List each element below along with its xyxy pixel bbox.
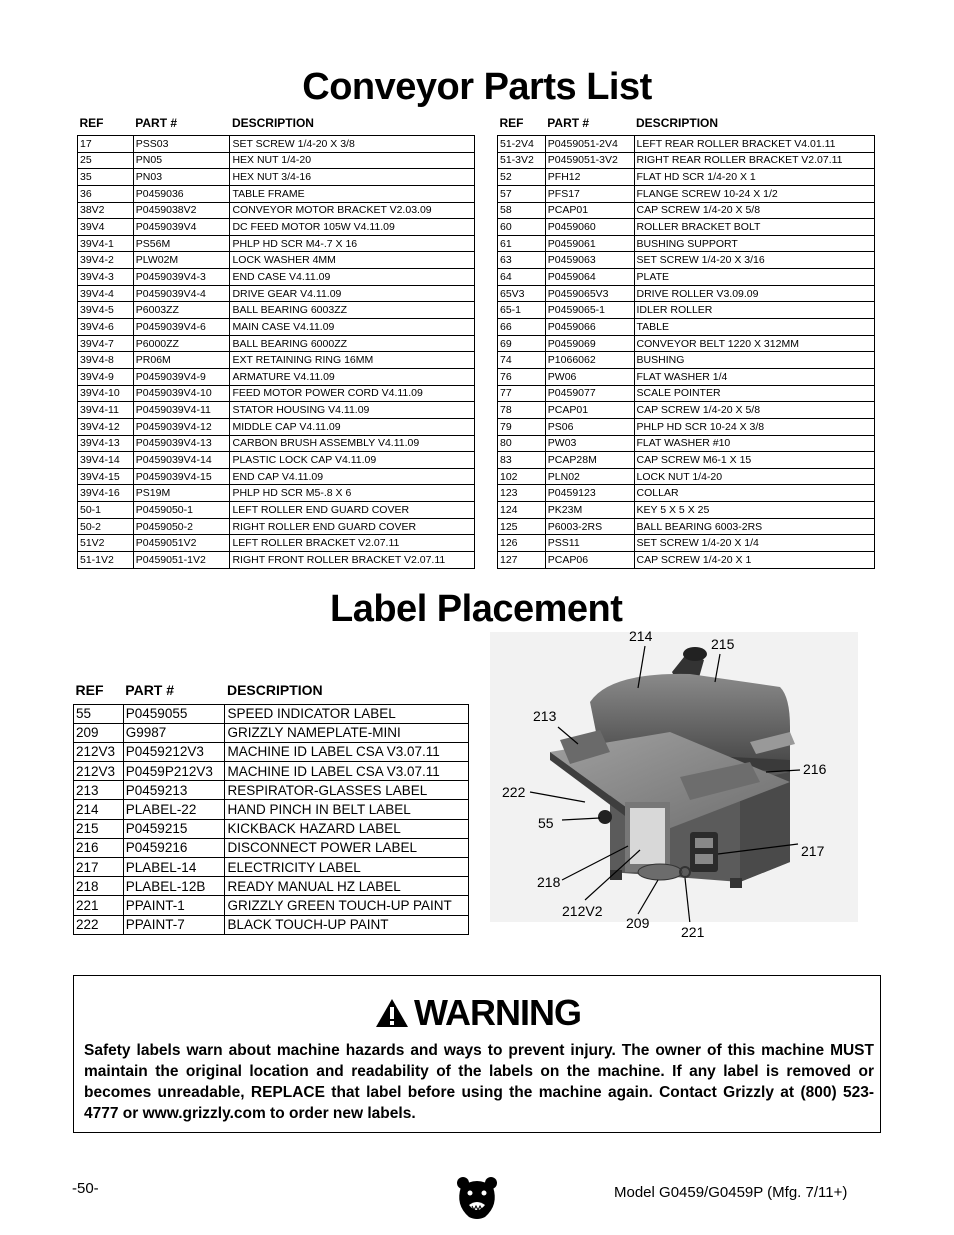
table-row <box>78 152 475 169</box>
description-cell: ROLLER BRACKET BOLT <box>634 219 874 236</box>
table-row <box>74 762 469 781</box>
part-number-cell: P0459039V4-13 <box>133 435 230 452</box>
table-row <box>78 136 475 153</box>
table-row <box>78 252 475 269</box>
description-cell: LEFT ROLLER END GUARD COVER <box>230 502 475 519</box>
ref-cell: 58 <box>498 202 546 219</box>
table-row <box>74 742 469 761</box>
ref-cell: 69 <box>498 335 546 352</box>
ref-cell: 102 <box>498 468 546 485</box>
description-cell: CONVEYOR MOTOR BRACKET V2.03.09 <box>230 202 475 219</box>
ref-cell: 218 <box>74 877 124 896</box>
ref-cell: 79 <box>498 418 546 435</box>
ref-cell: 215 <box>74 819 124 838</box>
part-number-cell: PN05 <box>133 152 230 169</box>
description-cell: ARMATURE V4.11.09 <box>230 368 475 385</box>
callout-213: 213 <box>533 708 557 724</box>
ref-cell: 64 <box>498 269 546 286</box>
warning-word: WARNING <box>414 992 581 1033</box>
description-cell: LEFT ROLLER BRACKET V2.07.11 <box>230 535 475 552</box>
description-cell: HEX NUT 3/4-16 <box>230 169 475 186</box>
part-number-cell: PS19M <box>133 485 230 502</box>
part-number-cell: P0459216 <box>123 838 225 857</box>
table-row <box>78 418 475 435</box>
description-cell: HAND PINCH IN BELT LABEL <box>225 800 469 819</box>
part-number-cell: P0459039V4-10 <box>133 385 230 402</box>
part-number-cell: P0459039V4-12 <box>133 418 230 435</box>
description-cell: MACHINE ID LABEL CSA V3.07.11 <box>225 762 469 781</box>
description-cell: PHLP HD SCR 10-24 X 3/8 <box>634 418 874 435</box>
table-row <box>78 219 475 236</box>
warning-text: Safety labels warn about machine hazards and ways to prevent injury. The owner of this machine MUST maintain the original location and readability of the labels on the machine. If any label is removed or becomes unreadable, REPLACE that label before using the machine again. Contact Grizzly at (800) 523-4777 or www.grizzly.com to order new labels. <box>84 1042 874 1122</box>
table-row <box>74 858 469 877</box>
description-cell: PHLP HD SCR M5-.8 X 6 <box>230 485 475 502</box>
warning-box <box>73 975 881 1133</box>
part-number-cell: P0459065V3 <box>545 285 634 302</box>
parts-table-right <box>497 116 875 569</box>
col-desc: DESCRIPTION <box>231 116 314 130</box>
table-row <box>74 838 469 857</box>
ref-cell: 217 <box>74 858 124 877</box>
part-number-cell: PN03 <box>133 169 230 186</box>
description-cell: FLAT WASHER #10 <box>634 435 874 452</box>
table-row <box>74 723 469 742</box>
part-number-cell: P0459212V3 <box>123 742 225 761</box>
table-row <box>78 385 475 402</box>
part-number-cell: P0459051V2 <box>133 535 230 552</box>
description-cell: BALL BEARING 6003-2RS <box>634 518 874 535</box>
col-part: PART # <box>135 116 178 130</box>
part-number-cell: P0459123 <box>545 485 634 502</box>
description-cell: SET SCREW 1/4-20 X 3/16 <box>634 252 874 269</box>
part-number-cell: PW06 <box>545 368 634 385</box>
description-cell: LOCK NUT 1/4-20 <box>634 468 874 485</box>
part-number-cell: P0459055 <box>123 704 225 723</box>
ref-cell: 51-1V2 <box>78 552 134 569</box>
callout-209: 209 <box>626 915 650 931</box>
ref-cell: 83 <box>498 452 546 469</box>
ref-cell: 39V4-12 <box>78 418 134 435</box>
col-desc: DESCRIPTION <box>226 681 323 698</box>
description-cell: END CAP V4.11.09 <box>230 468 475 485</box>
part-number-cell: P0459077 <box>545 385 634 402</box>
table-row <box>74 915 469 934</box>
ref-cell: 213 <box>74 781 124 800</box>
callout-55: 55 <box>538 815 554 831</box>
callout-212v2: 212V2 <box>562 903 603 919</box>
table-row <box>78 352 475 369</box>
description-cell: SET SCREW 1/4-20 X 3/8 <box>230 136 475 153</box>
model-info: Model G0459/G0459P (Mfg. 7/11+) <box>614 1184 848 1201</box>
part-number-cell: P0459036 <box>133 185 230 202</box>
ref-cell: 65-1 <box>498 302 546 319</box>
ref-cell: 65V3 <box>498 285 546 302</box>
ref-cell: 39V4-6 <box>78 319 134 336</box>
description-cell: CAP SCREW M6-1 X 15 <box>634 452 874 469</box>
table-row <box>498 219 875 236</box>
part-number-cell: P0459065-1 <box>545 302 634 319</box>
description-cell: MAIN CASE V4.11.09 <box>230 319 475 336</box>
part-number-cell: P0459039V4-14 <box>133 452 230 469</box>
table-row <box>498 269 875 286</box>
part-number-cell: P0459039V4-3 <box>133 269 230 286</box>
description-cell: SET SCREW 1/4-20 X 1/4 <box>634 535 874 552</box>
part-number-cell: P0459064 <box>545 269 634 286</box>
table-row <box>498 468 875 485</box>
part-number-cell: P1066062 <box>545 352 634 369</box>
description-cell: SCALE POINTER <box>634 385 874 402</box>
part-number-cell: PPAINT-1 <box>123 896 225 915</box>
table-row <box>74 877 469 896</box>
description-cell: BUSHING SUPPORT <box>634 235 874 252</box>
table-row <box>498 385 875 402</box>
part-number-cell: P0459061 <box>545 235 634 252</box>
page-number: -50- <box>72 1180 99 1197</box>
ref-cell: 124 <box>498 502 546 519</box>
description-cell: KEY 5 X 5 X 25 <box>634 502 874 519</box>
part-number-cell: P0459038V2 <box>133 202 230 219</box>
ref-cell: 209 <box>74 723 124 742</box>
table-row <box>74 704 469 723</box>
ref-cell: 78 <box>498 402 546 419</box>
table-row <box>78 435 475 452</box>
description-cell: STATOR HOUSING V4.11.09 <box>230 402 475 419</box>
description-cell: GRIZZLY NAMEPLATE-MINI <box>225 723 469 742</box>
ref-cell: 17 <box>78 136 134 153</box>
part-number-cell: P0459060 <box>545 219 634 236</box>
description-cell: PLATE <box>634 269 874 286</box>
ref-cell: 221 <box>74 896 124 915</box>
part-number-cell: P0459051-3V2 <box>545 152 634 169</box>
table-row <box>78 402 475 419</box>
ref-cell: 39V4-8 <box>78 352 134 369</box>
table-row <box>78 518 475 535</box>
warning-triangle-icon <box>374 997 410 1029</box>
table-row <box>498 368 875 385</box>
ref-cell: 25 <box>78 152 134 169</box>
ref-cell: 50-1 <box>78 502 134 519</box>
ref-cell: 127 <box>498 552 546 569</box>
callout-221: 221 <box>681 924 705 940</box>
part-number-cell: P0459039V4-15 <box>133 468 230 485</box>
table-row <box>498 335 875 352</box>
ref-cell: 39V4-1 <box>78 235 134 252</box>
ref-cell: 39V4-13 <box>78 435 134 452</box>
description-cell: CONVEYOR BELT 1220 X 312MM <box>634 335 874 352</box>
description-cell: CARBON BRUSH ASSEMBLY V4.11.09 <box>230 435 475 452</box>
table-row <box>498 518 875 535</box>
table-row <box>498 435 875 452</box>
table-row <box>78 269 475 286</box>
table-row <box>78 535 475 552</box>
table-row <box>498 502 875 519</box>
ref-cell: 39V4-14 <box>78 452 134 469</box>
ref-cell: 212V3 <box>74 762 124 781</box>
table-row <box>78 285 475 302</box>
part-number-cell: P0459P212V3 <box>123 762 225 781</box>
table-row <box>78 468 475 485</box>
part-number-cell: P0459215 <box>123 819 225 838</box>
table-row <box>498 485 875 502</box>
col-desc: DESCRIPTION <box>636 116 719 130</box>
col-ref: REF <box>75 681 104 698</box>
ref-cell: 39V4-3 <box>78 269 134 286</box>
ref-cell: 60 <box>498 219 546 236</box>
description-cell: TABLE <box>634 319 874 336</box>
callout-222: 222 <box>502 784 526 800</box>
labels-table <box>73 681 469 935</box>
part-number-cell: PFH12 <box>545 169 634 186</box>
col-ref: REF <box>499 116 524 130</box>
part-number-cell: PR06M <box>133 352 230 369</box>
ref-cell: 39V4 <box>78 219 134 236</box>
ref-cell: 50-2 <box>78 518 134 535</box>
description-cell: RESPIRATOR-GLASSES LABEL <box>225 781 469 800</box>
table-row <box>498 136 875 153</box>
ref-cell: 39V4-15 <box>78 468 134 485</box>
description-cell: MIDDLE CAP V4.11.09 <box>230 418 475 435</box>
table-row <box>78 368 475 385</box>
part-number-cell: P6003ZZ <box>133 302 230 319</box>
ref-cell: 39V4-7 <box>78 335 134 352</box>
ref-cell: 38V2 <box>78 202 134 219</box>
ref-cell: 222 <box>74 915 124 934</box>
ref-cell: 39V4-4 <box>78 285 134 302</box>
warning-heading <box>374 992 581 1034</box>
ref-cell: 36 <box>78 185 134 202</box>
ref-cell: 123 <box>498 485 546 502</box>
part-number-cell: PK23M <box>545 502 634 519</box>
description-cell: FLAT HD SCR 1/4-20 X 1 <box>634 169 874 186</box>
parts-list-title: Conveyor Parts List <box>302 66 652 108</box>
ref-cell: 77 <box>498 385 546 402</box>
part-number-cell: PSS11 <box>545 535 634 552</box>
description-cell: FEED MOTOR POWER CORD V4.11.09 <box>230 385 475 402</box>
table-row <box>498 185 875 202</box>
description-cell: BALL BEARING 6000ZZ <box>230 335 475 352</box>
table-row <box>74 781 469 800</box>
part-number-cell: P0459069 <box>545 335 634 352</box>
description-cell: PHLP HD SCR M4-.7 X 16 <box>230 235 475 252</box>
ref-cell: 51-3V2 <box>498 152 546 169</box>
description-cell: GRIZZLY GREEN TOUCH-UP PAINT <box>225 896 469 915</box>
part-number-cell: P0459039V4-6 <box>133 319 230 336</box>
part-number-cell: P0459039V4-9 <box>133 368 230 385</box>
ref-cell: 126 <box>498 535 546 552</box>
table-row <box>498 418 875 435</box>
table-row <box>78 319 475 336</box>
ref-cell: 51V2 <box>78 535 134 552</box>
ref-cell: 39V4-5 <box>78 302 134 319</box>
description-cell: RIGHT FRONT ROLLER BRACKET V2.07.11 <box>230 552 475 569</box>
part-number-cell: P0459050-1 <box>133 502 230 519</box>
part-number-cell: P0459213 <box>123 781 225 800</box>
table-row <box>78 235 475 252</box>
label-placement-title: Label Placement <box>330 588 623 630</box>
description-cell: DISCONNECT POWER LABEL <box>225 838 469 857</box>
description-cell: MACHINE ID LABEL CSA V3.07.11 <box>225 742 469 761</box>
ref-cell: 39V4-9 <box>78 368 134 385</box>
description-cell: SPEED INDICATOR LABEL <box>225 704 469 723</box>
description-cell: CAP SCREW 1/4-20 X 5/8 <box>634 402 874 419</box>
ref-cell: 39V4-2 <box>78 252 134 269</box>
description-cell: EXT RETAINING RING 16MM <box>230 352 475 369</box>
table-row <box>78 335 475 352</box>
col-part: PART # <box>547 116 590 130</box>
ref-cell: 39V4-10 <box>78 385 134 402</box>
table-row <box>498 202 875 219</box>
description-cell: HEX NUT 1/4-20 <box>230 152 475 169</box>
part-number-cell: P0459039V4-11 <box>133 402 230 419</box>
description-cell: FLANGE SCREW 10-24 X 1/2 <box>634 185 874 202</box>
table-row <box>498 352 875 369</box>
part-number-cell: PLABEL-22 <box>123 800 225 819</box>
table-row <box>78 302 475 319</box>
ref-cell: 214 <box>74 800 124 819</box>
description-cell: BLACK TOUCH-UP PAINT <box>225 915 469 934</box>
table-row <box>498 235 875 252</box>
table-row <box>498 169 875 186</box>
part-number-cell: P0459051-2V4 <box>545 136 634 153</box>
table-row <box>78 552 475 569</box>
description-cell: DRIVE ROLLER V3.09.09 <box>634 285 874 302</box>
ref-cell: 35 <box>78 169 134 186</box>
description-cell: CAP SCREW 1/4-20 X 5/8 <box>634 202 874 219</box>
table-row <box>78 452 475 469</box>
table-row <box>498 252 875 269</box>
part-number-cell: PS06 <box>545 418 634 435</box>
table-row <box>498 285 875 302</box>
part-number-cell: PCAP28M <box>545 452 634 469</box>
grizzly-bear-logo-icon <box>455 1175 499 1221</box>
part-number-cell: PLN02 <box>545 468 634 485</box>
table-row <box>78 485 475 502</box>
table-row <box>78 502 475 519</box>
part-number-cell: P6000ZZ <box>133 335 230 352</box>
callout-216: 216 <box>803 761 827 777</box>
description-cell: BUSHING <box>634 352 874 369</box>
description-cell: FLAT WASHER 1/4 <box>634 368 874 385</box>
part-number-cell: PS56M <box>133 235 230 252</box>
callout-218: 218 <box>537 874 561 890</box>
ref-cell: 74 <box>498 352 546 369</box>
table-row <box>498 319 875 336</box>
table-row <box>78 185 475 202</box>
part-number-cell: G9987 <box>123 723 225 742</box>
part-number-cell: P0459039V4 <box>133 219 230 236</box>
description-cell: RIGHT REAR ROLLER BRACKET V2.07.11 <box>634 152 874 169</box>
callout-215: 215 <box>711 636 735 652</box>
description-cell: KICKBACK HAZARD LABEL <box>225 819 469 838</box>
ref-cell: 66 <box>498 319 546 336</box>
table-row <box>74 896 469 915</box>
ref-cell: 212V3 <box>74 742 124 761</box>
description-cell: CAP SCREW 1/4-20 X 1 <box>634 552 874 569</box>
part-number-cell: PPAINT-7 <box>123 915 225 934</box>
ref-cell: 52 <box>498 169 546 186</box>
part-number-cell: P6003-2RS <box>545 518 634 535</box>
ref-cell: 63 <box>498 252 546 269</box>
ref-cell: 57 <box>498 185 546 202</box>
part-number-cell: P0459050-2 <box>133 518 230 535</box>
ref-cell: 125 <box>498 518 546 535</box>
table-row <box>498 302 875 319</box>
part-number-cell: PCAP06 <box>545 552 634 569</box>
ref-cell: 39V4-16 <box>78 485 134 502</box>
table-row <box>498 552 875 569</box>
ref-cell: 76 <box>498 368 546 385</box>
description-cell: PLASTIC LOCK CAP V4.11.09 <box>230 452 475 469</box>
part-number-cell: PLW02M <box>133 252 230 269</box>
part-number-cell: PLABEL-14 <box>123 858 225 877</box>
part-number-cell: PFS17 <box>545 185 634 202</box>
part-number-cell: P0459051-1V2 <box>133 552 230 569</box>
table-row <box>498 402 875 419</box>
table-row <box>498 452 875 469</box>
col-part: PART # <box>125 681 175 698</box>
callout-217: 217 <box>801 843 825 859</box>
part-number-cell: PCAP01 <box>545 202 634 219</box>
table-row <box>78 202 475 219</box>
part-number-cell: PLABEL-12B <box>123 877 225 896</box>
part-number-cell: PCAP01 <box>545 402 634 419</box>
part-number-cell: PSS03 <box>133 136 230 153</box>
description-cell: RIGHT ROLLER END GUARD COVER <box>230 518 475 535</box>
table-row <box>74 819 469 838</box>
table-row <box>498 152 875 169</box>
description-cell: BALL BEARING 6003ZZ <box>230 302 475 319</box>
ref-cell: 216 <box>74 838 124 857</box>
ref-cell: 51-2V4 <box>498 136 546 153</box>
description-cell: END CASE V4.11.09 <box>230 269 475 286</box>
col-ref: REF <box>79 116 104 130</box>
ref-cell: 80 <box>498 435 546 452</box>
part-number-cell: P0459066 <box>545 319 634 336</box>
description-cell: IDLER ROLLER <box>634 302 874 319</box>
description-cell: COLLAR <box>634 485 874 502</box>
description-cell: DC FEED MOTOR 105W V4.11.09 <box>230 219 475 236</box>
part-number-cell: PW03 <box>545 435 634 452</box>
ref-cell: 39V4-11 <box>78 402 134 419</box>
callout-214: 214 <box>629 628 653 644</box>
table-row <box>498 535 875 552</box>
description-cell: TABLE FRAME <box>230 185 475 202</box>
description-cell: DRIVE GEAR V4.11.09 <box>230 285 475 302</box>
description-cell: READY MANUAL HZ LABEL <box>225 877 469 896</box>
parts-table-left <box>77 116 475 569</box>
description-cell: LOCK WASHER 4MM <box>230 252 475 269</box>
part-number-cell: P0459063 <box>545 252 634 269</box>
ref-cell: 55 <box>74 704 124 723</box>
table-row <box>78 169 475 186</box>
ref-cell: 61 <box>498 235 546 252</box>
table-row <box>74 800 469 819</box>
part-number-cell: P0459039V4-4 <box>133 285 230 302</box>
description-cell: LEFT REAR ROLLER BRACKET V4.01.11 <box>634 136 874 153</box>
description-cell: ELECTRICITY LABEL <box>225 858 469 877</box>
